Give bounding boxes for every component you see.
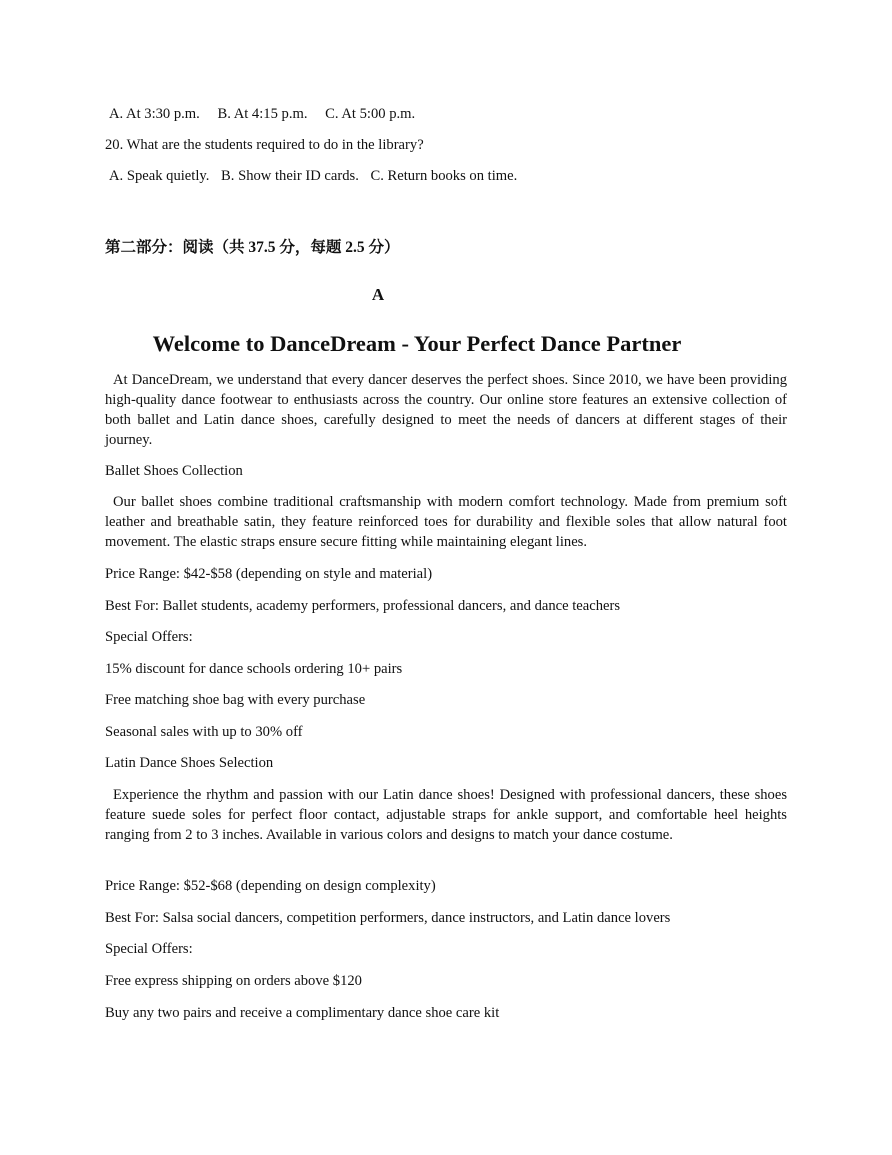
ballet-offers-label: Special Offers: bbox=[105, 629, 193, 645]
ballet-price: Price Range: $42-$58 (depending on style and material) bbox=[105, 566, 433, 582]
q19-option-a: A. At 3:30 p.m. bbox=[109, 106, 200, 122]
latin-price: Price Range: $52-$68 (depending on design complexity) bbox=[105, 878, 436, 894]
ballet-description: Our ballet shoes combine traditional craftsmanship with modern comfort technology. Made from premium soft leather and breathable satin, they feature reinforced toes for durability and flexible soles that allow natural foot movement. The elastic straps ensure secure fitting while maintaining elegant lines. bbox=[105, 494, 787, 550]
section-heading: 第二部分：阅读（共 37.5 分，每题 2.5 分） bbox=[105, 239, 400, 256]
passage-title: Welcome to DanceDream - Your Perfect Dance Partner bbox=[152, 331, 682, 356]
latin-offer-item: Free express shipping on orders above $120 bbox=[105, 973, 362, 989]
latin-heading: Latin Dance Shoes Selection bbox=[105, 755, 274, 771]
q20-option-b: B. Show their ID cards. bbox=[221, 168, 359, 184]
q19-option-c: C. At 5:00 p.m. bbox=[325, 106, 416, 122]
latin-offer-item: Buy any two pairs and receive a complimentary dance shoe care kit bbox=[105, 1005, 500, 1021]
latin-best-for: Best For: Salsa social dancers, competition performers, dance instructors, and Latin dance lovers bbox=[105, 910, 671, 926]
ballet-offer-item: Free matching shoe bag with every purchase bbox=[105, 692, 366, 708]
latin-offers-label: Special Offers: bbox=[105, 941, 193, 957]
q20-option-c: C. Return books on time. bbox=[370, 168, 518, 184]
ballet-heading: Ballet Shoes Collection bbox=[105, 463, 243, 479]
q20-question: 20. What are the students required to do in the library? bbox=[105, 137, 424, 153]
q19-options bbox=[109, 104, 429, 124]
ballet-offer-item: 15% discount for dance schools ordering 10+ pairs bbox=[105, 661, 403, 677]
ballet-offer-item: Seasonal sales with up to 30% off bbox=[105, 724, 303, 740]
latin-description: Experience the rhythm and passion with our Latin dance shoes! Designed with professional dancers, these shoes feature suede soles for perfect floor contact, adjustable straps for ankle support, and comfortable heel heights ranging from 2 to 3 inches. Available in various colors and designs to match your dance costume. bbox=[105, 787, 787, 843]
intro-paragraph: At DanceDream, we understand that every dancer deserves the perfect shoes. Since 2010, we have been providing high-quality dance footwear to enthusiasts across the country. Our online store features an extensive collection of both ballet and Latin dance shoes, carefully designed to meet the needs of dancers at different stages of their journey. bbox=[105, 372, 787, 448]
q19-option-b: B. At 4:15 p.m. bbox=[217, 106, 308, 122]
q20-options bbox=[109, 166, 531, 186]
ballet-best-for: Best For: Ballet students, academy performers, professional dancers, and dance teachers bbox=[105, 598, 621, 614]
passage-letter: A bbox=[371, 285, 385, 304]
q20-option-a: A. Speak quietly. bbox=[109, 168, 210, 184]
